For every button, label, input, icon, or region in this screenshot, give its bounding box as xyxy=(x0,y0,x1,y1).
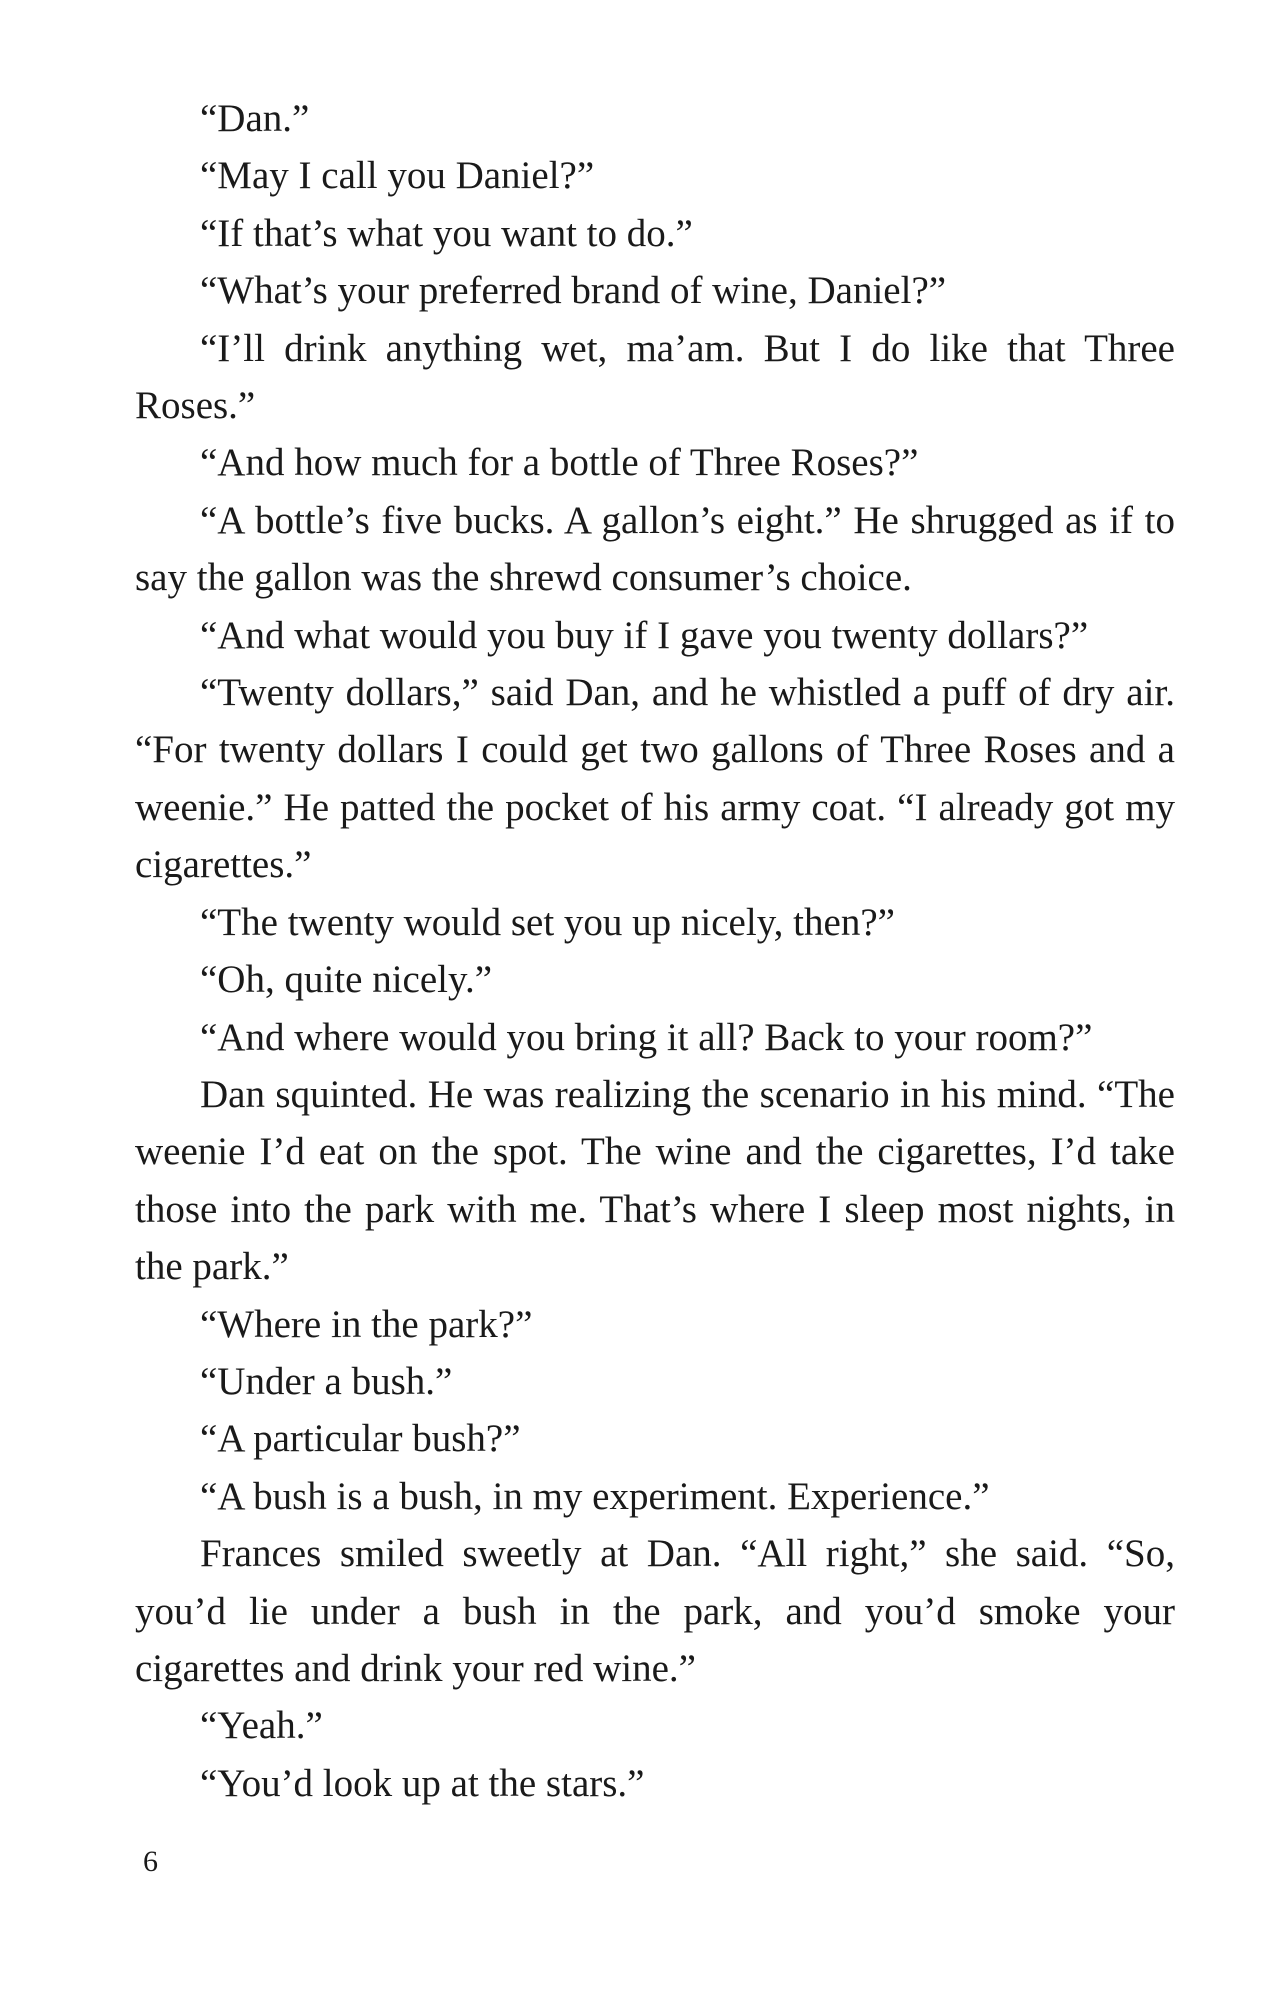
paragraph-7: “A bottle’s five bucks. A gallon’s eight.” He shrugged as if to say the gallon was the shrewd consumer’s choice. xyxy=(135,498,1175,600)
paragraph-1: “Dan.” xyxy=(200,97,310,140)
paragraph-5: “I’ll drink anything wet, ma’am. But I do like that Three Roses.” xyxy=(135,326,1175,428)
paragraph-15: “Under a bush.” xyxy=(200,1359,453,1403)
paragraph-11: “Oh, quite nicely.” xyxy=(200,958,493,1002)
paragraph-16: “A particular bush?” xyxy=(200,1417,521,1461)
paragraph-4: “What’s your preferred brand of wine, Daniel?” xyxy=(200,269,947,313)
paragraph-18: Frances smiled sweetly at Dan. “All right,” she said. “So, you’d lie under a bush in the park, and you’d smoke your cigarettes and drink your red wine.” xyxy=(135,1532,1175,1690)
paragraph-10: “The twenty would set you up nicely, then?” xyxy=(200,900,895,944)
body-text xyxy=(135,90,1175,1812)
paragraph-8: “And what would you buy if I gave you twenty dollars?” xyxy=(200,613,1089,657)
paragraph-6: “And how much for a bottle of Three Roses?” xyxy=(200,441,919,485)
paragraph-20: “You’d look up at the stars.” xyxy=(200,1761,645,1805)
paragraph-19: “Yeah.” xyxy=(200,1704,323,1748)
paragraph-2: “May I call you Daniel?” xyxy=(200,154,595,198)
paragraph-12: “And where would you bring it all? Back to your room?” xyxy=(200,1015,1093,1059)
paragraph-9: “Twenty dollars,” said Dan, and he whistled a puff of dry air. “For twenty dollars I could get two gallons of Three Roses and a weenie.” He patted the pocket of his army coat. “I already got my cigarettes.” xyxy=(135,671,1175,887)
paragraph-17: “A bush is a bush, in my experiment. Experience.” xyxy=(200,1474,990,1518)
paragraph-3: “If that’s what you want to do.” xyxy=(200,211,693,255)
page-number: 6 xyxy=(143,1845,158,1878)
paragraph-14: “Where in the park?” xyxy=(200,1302,533,1346)
paragraph-13: Dan squinted. He was realizing the scenario in his mind. “The weenie I’d eat on the spot. The wine and the cigarettes, I’d take those into the park with me. That’s where I sleep most nights, in the park.” xyxy=(135,1072,1175,1289)
